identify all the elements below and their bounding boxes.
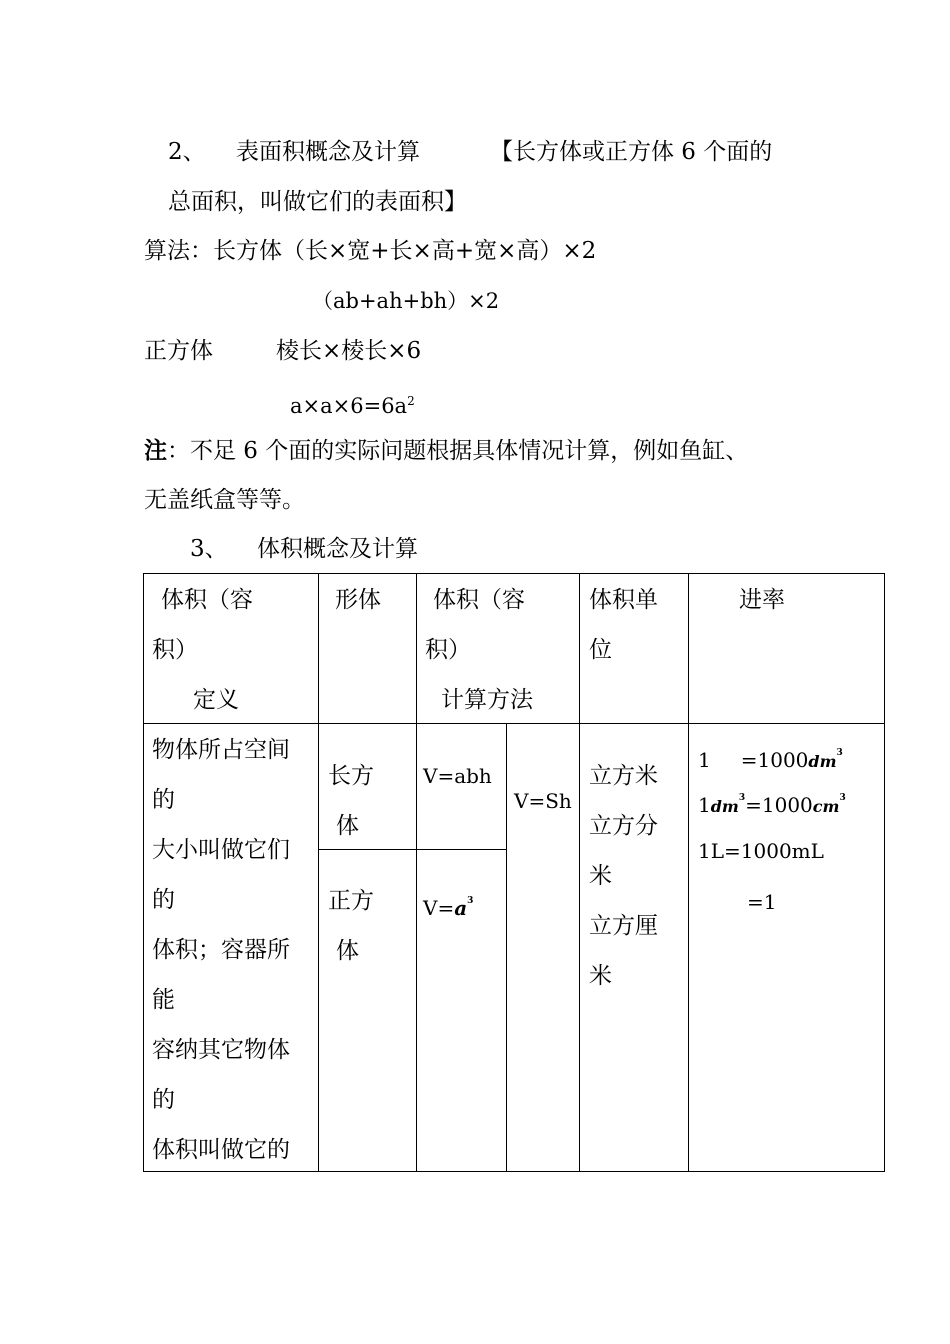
rate-1-value: =1000 [740, 748, 809, 772]
definition-line: 体积叫做它的 [152, 1137, 290, 1163]
header-unit-l1: 体积单 [589, 587, 658, 613]
cube-surface-formula: 棱长×棱长×6 [276, 338, 422, 364]
unit-line: 米 [589, 863, 612, 889]
note-line1 [144, 436, 748, 466]
unit-line: 米 [589, 963, 612, 989]
table-col-divider-3 [506, 723, 507, 1172]
rate-2-prefix: 1 [698, 793, 711, 817]
volume-table [143, 573, 885, 1172]
definition-line: 体积；容器所 [152, 937, 290, 963]
rate-1-exp: 3 [836, 748, 843, 758]
cube-label: 正方体 [144, 338, 213, 364]
algorithm-label: 算法： [144, 238, 213, 264]
table-col-divider-1 [318, 573, 319, 1172]
table-border-top [143, 573, 885, 574]
formula-cube [423, 876, 473, 933]
header-calc-l1: 体积（容 [433, 587, 525, 613]
formula-cuboid: V=abh [423, 764, 492, 788]
table-col-divider-4 [579, 573, 580, 1172]
section-3-number: 3、 [190, 536, 228, 562]
definition-line: 容纳其它物体 [152, 1037, 290, 1063]
rate-line-3: 1L=1000mL [698, 839, 824, 863]
section-2-number: 2、 [168, 139, 206, 165]
section-2-title: 表面积概念及计算 [236, 139, 420, 165]
rate-2-unit-a: dm [710, 797, 739, 816]
header-definition-l1: 体积（容 [161, 587, 253, 613]
cube-surface-letters [290, 386, 415, 421]
section-3-title: 体积概念及计算 [257, 536, 418, 562]
header-calc-l2: 积） [425, 637, 471, 663]
header-definition-l2: 积） [152, 637, 198, 663]
header-calc-l3: 计算方法 [441, 687, 533, 713]
shape-cube-l2: 体 [336, 938, 359, 964]
header-unit-l2: 位 [589, 637, 612, 663]
definition-line: 的 [152, 887, 175, 913]
definition-line: 物体所占空间 [152, 737, 290, 763]
note-line2: 无盖纸盒等等。 [144, 487, 305, 513]
cube-surface-letters-text: a×a×6=6a [290, 394, 408, 418]
definition-line: 大小叫做它们 [152, 837, 290, 863]
table-border-right [884, 573, 885, 1172]
formula-cube-exp: 3 [467, 896, 474, 906]
header-rate: 进率 [739, 587, 785, 613]
cuboid-surface-letters: （ab+ah+bh）×2 [312, 289, 500, 313]
formula-cube-var: a [454, 896, 468, 920]
formula-general: V=Sh [514, 789, 572, 813]
definition-line: 能 [152, 987, 175, 1013]
table-border-left [143, 573, 144, 1172]
rate-1-unit: dm [808, 752, 837, 771]
rate-1-prefix: 1 [698, 748, 711, 772]
unit-line: 立方分 [589, 813, 658, 839]
rate-line-4: =1 [747, 890, 777, 914]
rate-2-exp-a: 3 [738, 793, 746, 803]
shape-cube-l1: 正方 [328, 888, 374, 914]
cube-surface-exponent: 2 [407, 394, 415, 408]
formula-cube-prefix: V= [423, 896, 455, 920]
surface-area-definition-line1: 【长方体或正方体 6 个面的 [490, 139, 773, 165]
rate-line-2 [698, 773, 846, 832]
unit-line: 立方米 [589, 763, 658, 789]
table-col-divider-2 [416, 573, 417, 1172]
surface-area-definition-line2: 总面积，叫做它们的表面积】 [168, 189, 467, 215]
header-shape: 形体 [335, 587, 381, 613]
shape-cuboid-l2: 体 [336, 813, 359, 839]
algorithm-line [144, 236, 596, 266]
note-label: 注 [144, 437, 167, 464]
unit-line: 立方厘 [589, 913, 658, 939]
rate-2-exp-b: 3 [839, 793, 846, 803]
definition-line: 的 [152, 787, 175, 813]
note-text-1: ：不足 6 个面的实际问题根据具体情况计算，例如鱼缸、 [167, 438, 749, 464]
table-col-divider-5 [688, 573, 689, 1172]
header-definition-l3: 定义 [193, 687, 239, 713]
rate-2-value: =1000 [745, 793, 813, 817]
rate-2-unit-b: cm [812, 797, 840, 816]
definition-line: 的 [152, 1087, 175, 1113]
shape-cuboid-l1: 长方 [328, 763, 374, 789]
cuboid-surface-formula: 长方体（长×宽+长×高+宽×高）×2 [213, 238, 597, 264]
